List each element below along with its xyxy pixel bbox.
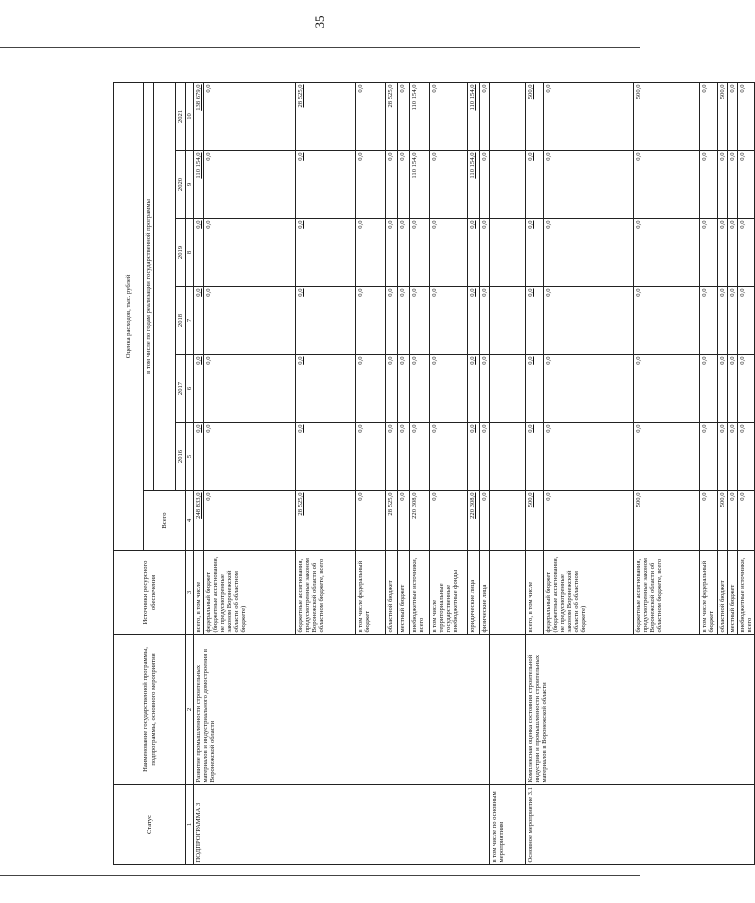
row-value: 0,0	[526, 355, 544, 423]
row-value: 0,0	[634, 355, 700, 423]
row-value: 0,0	[204, 355, 296, 423]
row-value: 0,0	[204, 287, 296, 355]
header-year: 2016	[176, 423, 186, 491]
row-source: всего, в том числе	[526, 551, 544, 635]
column-index: 8	[186, 219, 194, 287]
row-value	[490, 423, 526, 491]
row-value: 0,0	[480, 491, 490, 551]
column-index: 4	[186, 491, 194, 551]
header-year: 2020	[176, 151, 186, 219]
row-value: 0,0	[544, 423, 634, 491]
scan-edge-top	[0, 47, 640, 48]
row-value: 0,0	[480, 355, 490, 423]
row-value: 0,0	[430, 287, 468, 355]
row-value: 0,0	[480, 151, 490, 219]
row-source: в том числе федеральный бюджет	[356, 551, 386, 635]
row-value: 0,0	[468, 287, 480, 355]
row-value: 28 525,0	[296, 491, 356, 551]
row-value: 0,0	[430, 151, 468, 219]
row-value: 0,0	[738, 491, 754, 551]
row-value: 0,0	[430, 82, 468, 150]
row-value: 220 308,0	[410, 491, 430, 551]
header-spacer	[154, 82, 176, 490]
row-value: 0,0	[194, 287, 204, 355]
header-year: 2019	[176, 219, 186, 287]
row-value: 0,0	[700, 423, 718, 491]
row-value: 500,0	[526, 491, 544, 551]
row-source: бюджетные ассигнования, предусмотренные законом Воронежской области об областном бюджете, всего	[634, 551, 700, 635]
row-value: 0,0	[194, 219, 204, 287]
row-value: 0,0	[410, 219, 430, 287]
row-value: 0,0	[634, 219, 700, 287]
row-value: 28 525,0	[296, 82, 356, 150]
row-value: 0,0	[296, 219, 356, 287]
row-value: 0,0	[386, 355, 398, 423]
row-value: 0,0	[194, 423, 204, 491]
row-value: 0,0	[204, 219, 296, 287]
row-value: 0,0	[544, 151, 634, 219]
row-value: 0,0	[738, 219, 754, 287]
row-value: 110 154,0	[468, 151, 480, 219]
row-status: Основное мероприятие 3.1	[526, 785, 754, 865]
row-value: 0,0	[194, 355, 204, 423]
row-source: внебюджетные источники, всего	[738, 551, 754, 635]
row-value: 138 679,0	[194, 82, 204, 150]
row-value	[490, 491, 526, 551]
row-value: 0,0	[410, 355, 430, 423]
row-value: 0,0	[356, 151, 386, 219]
header-year: 2021	[176, 82, 186, 150]
row-name: Комплексная оценка состояния строительной индустрии и промышленности строительных материалов в Воронежской области	[526, 635, 754, 785]
row-value: 0,0	[430, 219, 468, 287]
row-value	[490, 355, 526, 423]
row-value: 500,0	[718, 491, 728, 551]
row-value: 0,0	[634, 287, 700, 355]
row-value: 0,0	[718, 219, 728, 287]
column-index: 10	[186, 82, 194, 150]
row-value: 110 154,0	[468, 82, 480, 150]
row-name	[490, 635, 526, 785]
row-value: 0,0	[430, 355, 468, 423]
row-value: 0,0	[526, 151, 544, 219]
row-value: 0,0	[544, 355, 634, 423]
row-value: 0,0	[296, 355, 356, 423]
row-status: в том числе по основным мероприятиям	[490, 785, 526, 865]
row-value: 0,0	[526, 219, 544, 287]
row-value: 0,0	[398, 355, 410, 423]
row-value: 0,0	[728, 355, 738, 423]
row-source: местный бюджет	[728, 551, 738, 635]
row-value: 0,0	[544, 219, 634, 287]
row-value: 0,0	[204, 82, 296, 150]
row-value: 0,0	[544, 287, 634, 355]
row-source: областной бюджет	[718, 551, 728, 635]
row-value: 110 154,0	[410, 82, 430, 150]
row-value: 0,0	[468, 423, 480, 491]
row-value: 0,0	[296, 151, 356, 219]
row-value: 0,0	[356, 287, 386, 355]
row-value: 0,0	[398, 82, 410, 150]
row-value: 0,0	[480, 82, 490, 150]
header-source: Источники ресурсного обеспечения	[114, 551, 186, 635]
row-value: 0,0	[728, 491, 738, 551]
row-source: в том числе территориальные государственные внебюджетные фонды	[430, 551, 468, 635]
row-value: 0,0	[738, 287, 754, 355]
row-value: 0,0	[738, 151, 754, 219]
row-source: в том числе федеральный бюджет	[700, 551, 718, 635]
row-value: 0,0	[356, 355, 386, 423]
rotated-table-container	[113, 83, 753, 865]
row-value: 0,0	[398, 219, 410, 287]
row-value: 0,0	[410, 287, 430, 355]
row-value: 0,0	[718, 423, 728, 491]
row-value: 110 154,0	[194, 151, 204, 219]
header-estimate: Оценка расходов, тыс. рублей	[114, 82, 144, 550]
header-status: Статус	[114, 785, 186, 865]
column-index: 6	[186, 355, 194, 423]
document-page	[113, 83, 753, 865]
row-value: 0,0	[544, 82, 634, 150]
header-name: Наименование государственной программы, подпрограммы, основного мероприятия	[114, 635, 186, 785]
row-value: 0,0	[410, 423, 430, 491]
row-value: 0,0	[480, 287, 490, 355]
table-row	[194, 82, 204, 864]
row-value: 0,0	[700, 491, 718, 551]
header-year: 2018	[176, 287, 186, 355]
row-value: 0,0	[398, 151, 410, 219]
table-row	[490, 82, 526, 864]
row-source: федеральный бюджет (бюджетные ассигнования, не предусмотренные законом Воронежской области об областном бюджете)	[204, 551, 296, 635]
row-value: 500,0	[526, 82, 544, 150]
row-value: 0,0	[430, 491, 468, 551]
header-by-year: в том числе по годам реализации государственной программы	[144, 82, 154, 490]
row-value: 0,0	[398, 423, 410, 491]
row-source: бюджетные ассигнования, предусмотренные законом Воронежской области об областном бюджете, всего	[296, 551, 356, 635]
column-index: 2	[186, 635, 194, 785]
row-value	[490, 82, 526, 150]
row-value: 0,0	[398, 491, 410, 551]
row-value: 0,0	[430, 423, 468, 491]
row-value: 28 525,0	[386, 82, 398, 150]
row-value: 500,0	[718, 82, 728, 150]
table-row	[526, 82, 544, 864]
row-value: 0,0	[386, 423, 398, 491]
row-value: 0,0	[718, 355, 728, 423]
row-value: 220 308,0	[468, 491, 480, 551]
row-value: 0,0	[296, 423, 356, 491]
row-value: 0,0	[634, 423, 700, 491]
row-value: 0,0	[728, 219, 738, 287]
row-value: 0,0	[738, 355, 754, 423]
row-value: 500,0	[634, 82, 700, 150]
row-source: областной бюджет	[386, 551, 398, 635]
row-value: 0,0	[634, 151, 700, 219]
budget-table	[113, 82, 755, 865]
row-value: 0,0	[386, 151, 398, 219]
row-value: 0,0	[728, 423, 738, 491]
row-value: 0,0	[700, 219, 718, 287]
column-index: 3	[186, 551, 194, 635]
row-value: 0,0	[204, 423, 296, 491]
header-total: Всего	[144, 491, 186, 551]
column-index: 7	[186, 287, 194, 355]
row-source: юридические лица	[468, 551, 480, 635]
row-value: 500,0	[634, 491, 700, 551]
row-value: 28 525,0	[386, 491, 398, 551]
row-source	[490, 551, 526, 635]
row-value: 0,0	[526, 287, 544, 355]
row-source: всего, в том числе	[194, 551, 204, 635]
row-status: ПОДПРОГРАММА 3	[194, 785, 490, 865]
row-name: Развитие промышленности строительных материалов и индустриального домостроения в Воронежской области	[194, 635, 490, 785]
row-value: 0,0	[386, 219, 398, 287]
row-value: 0,0	[356, 491, 386, 551]
row-value: 0,0	[700, 151, 718, 219]
row-value: 0,0	[728, 287, 738, 355]
row-value: 0,0	[386, 287, 398, 355]
page-number: 35	[312, 15, 327, 29]
row-value: 0,0	[356, 219, 386, 287]
row-value: 0,0	[356, 423, 386, 491]
row-source: федеральный бюджет (бюджетные ассигнования, не предусмотренные законом Воронежской области об областном бюджете)	[544, 551, 634, 635]
row-value: 0,0	[204, 151, 296, 219]
column-index: 5	[186, 423, 194, 491]
column-index: 1	[186, 785, 194, 865]
scan-edge-bottom	[0, 875, 640, 876]
header-year: 2017	[176, 355, 186, 423]
row-source: внебюджетные источники, всего	[410, 551, 430, 635]
row-value: 0,0	[204, 491, 296, 551]
row-value: 110 154,0	[410, 151, 430, 219]
row-value	[490, 219, 526, 287]
row-value: 0,0	[738, 82, 754, 150]
row-value: 0,0	[700, 287, 718, 355]
row-value: 0,0	[728, 151, 738, 219]
row-value: 0,0	[480, 219, 490, 287]
row-value: 0,0	[718, 287, 728, 355]
row-value: 0,0	[296, 287, 356, 355]
row-value: 0,0	[728, 82, 738, 150]
row-value: 0,0	[544, 491, 634, 551]
row-value: 0,0	[738, 423, 754, 491]
row-value: 0,0	[480, 423, 490, 491]
column-index: 9	[186, 151, 194, 219]
row-value	[490, 151, 526, 219]
row-value: 0,0	[700, 355, 718, 423]
row-value: 0,0	[468, 355, 480, 423]
row-source: местный бюджет	[398, 551, 410, 635]
row-value	[490, 287, 526, 355]
row-source: физические лица	[480, 551, 490, 635]
row-value: 0,0	[468, 219, 480, 287]
row-value: 0,0	[700, 82, 718, 150]
row-value: 0,0	[718, 151, 728, 219]
row-value: 0,0	[526, 423, 544, 491]
row-value: 248 833,0	[194, 491, 204, 551]
row-value: 0,0	[398, 287, 410, 355]
row-value: 0,0	[356, 82, 386, 150]
